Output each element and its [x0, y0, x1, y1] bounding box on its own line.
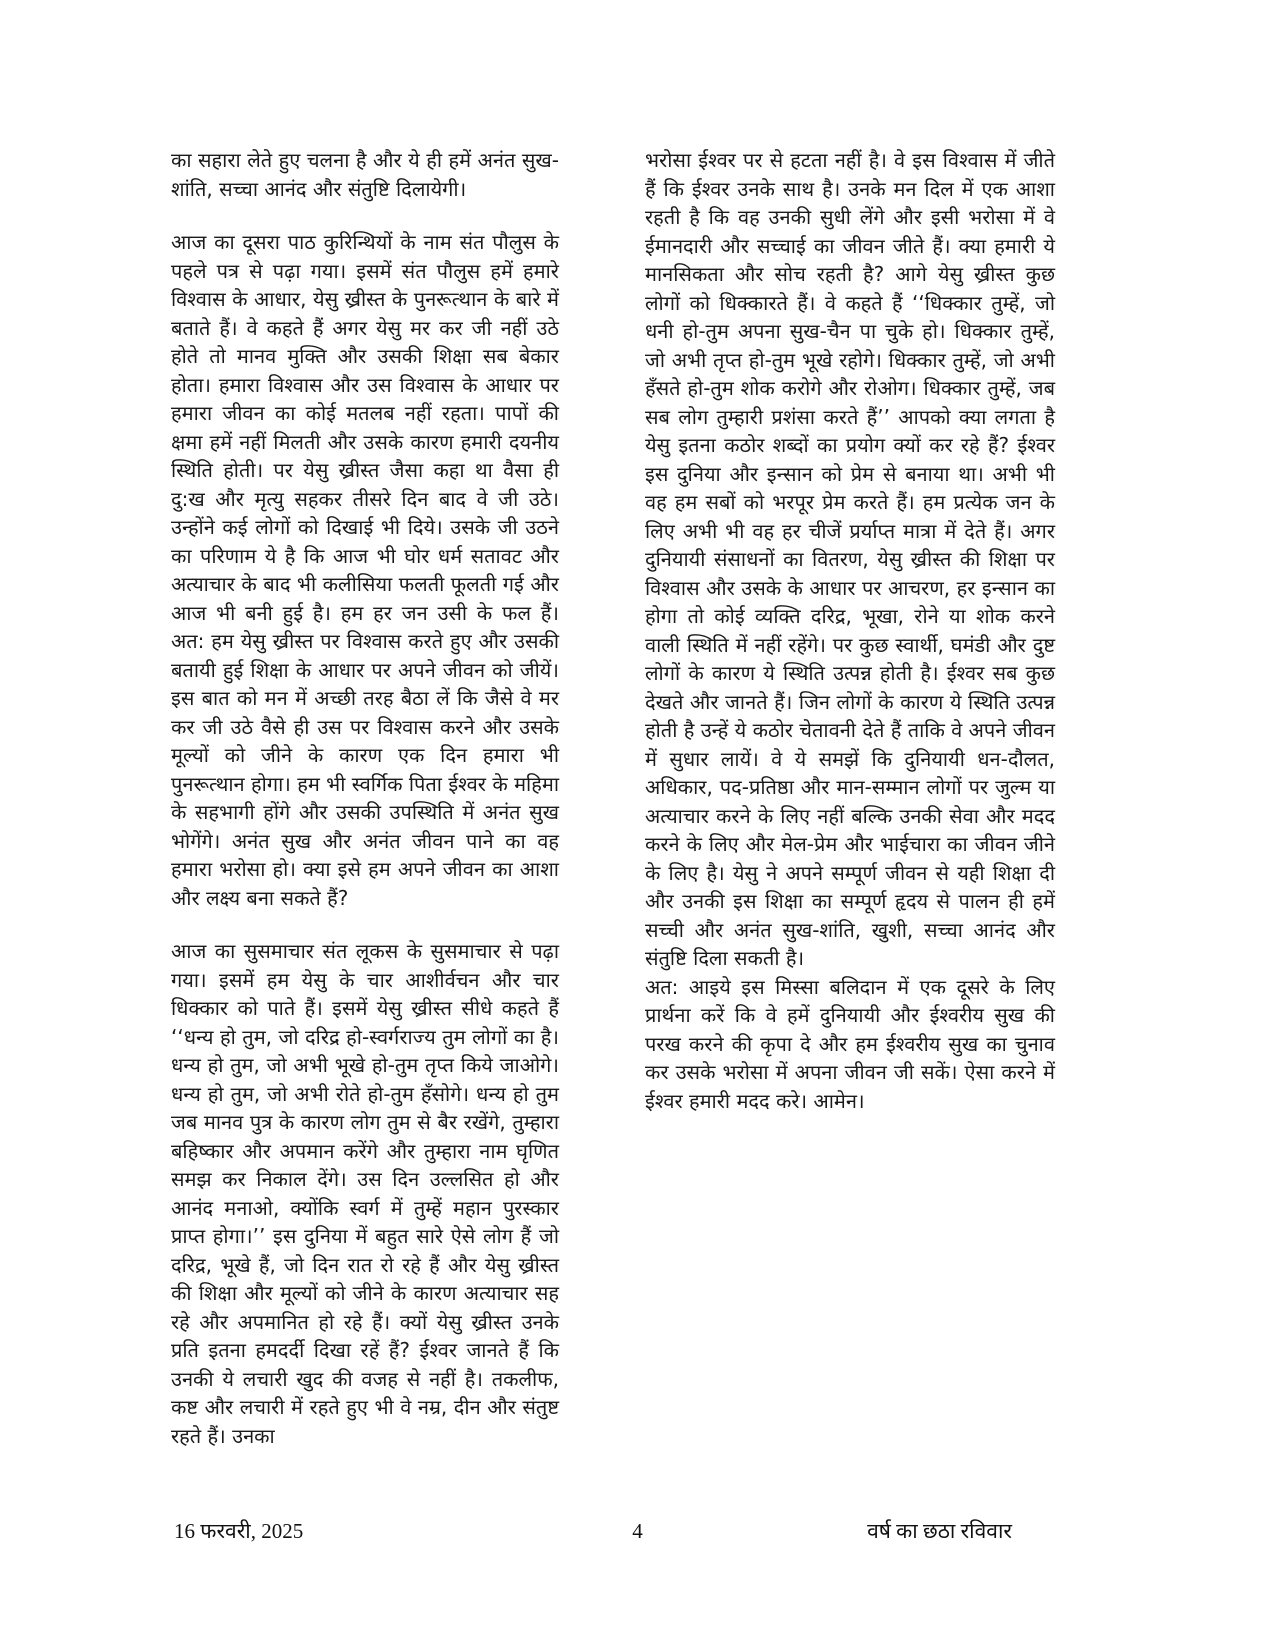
page-footer: [0, 1516, 1275, 1550]
footer-page-number: 4: [632, 1519, 643, 1543]
body-paragraph: आज का सुसमाचार संत लूकस के सुसमाचार से पढ़ा गया। इसमें हम येसु के चार आशीर्वचन और चार धिक्कार को पाते हैं। इसमें येसु ख्रीस्त सीधे कहते हैं ‘‘धन्य हो तुम, जो दरिद्र हो-स्वर्गराज्य तुम लोगों का है। धन्य हो तुम, जो अभी भूखे हो-तुम तृप्त किये जाओगे। धन्य हो तुम, जो अभी रोते हो-तुम हँसोगे। धन्य हो तुम जब मानव पुत्र के कारण लोग तुम से बैर रखेंगे, तुम्हारा बहिष्कार और अपमान करेंगे और तुम्हारा नाम घृणित समझ कर निकाल देंगे। उस दिन उल्लसित हो और आनंद मनाओ, क्योंकि स्वर्ग में तुम्हें महान पुरस्कार प्राप्त होगा।’’ इस दुनिया में बहुत सारे ऐसे लोग हैं जो दरिद्र, भूखे हैं, जो दिन रात रो रहे हैं और येसु ख्रीस्त की शिक्षा और मूल्यों को जीने के कारण अत्याचार सह रहे और अपमानित हो रहे हैं। क्यों येसु ख्रीस्त उनके प्रति इतना हमदर्दी दिखा रहें हैं? ईश्वर जानते हैं कि उनकी ये लचारी खुद की वजह से नहीं है। तकलीफ, कष्ट और लचारी में रहते हुए भी वे नम्र, दीन और संतुष्ट रहते हैं। उनका: [171, 939, 559, 1448]
body-paragraph: भरोसा ईश्वर पर से हटता नहीं है। वे इस विश्वास में जीते हैं कि ईश्वर उनके साथ है। उनके मन दिल में एक आशा रहती है कि वह उनकी सुधी लेंगे और इसी भरोसा में वे ईमानदारी और सच्चाई का जीवन जीते हैं। क्या हमारी ये मानसिकता और सोच रहती है? आगे येसु ख्रीस्त कुछ लोगों को धिक्कारते हैं। वे कहते हैं ‘‘धिक्कार तुम्हें, जो धनी हो-तुम अपना सुख-चैन पा चुके हो। धिक्कार तुम्हें, जो अभी तृप्त हो-तुम भूखे रहोगे। धिक्कार तुम्हें, जो अभी हँसते हो-तुम शोक करोगे और रोओग। धिक्कार तुम्हें, जब सब लोग तुम्हारी प्रशंसा करते हैं’’ आपको क्या लगता है येसु इतना कठोर शब्दों का प्रयोग क्यों कर रहे हैं? ईश्वर इस दुनिया और इन्सान को प्रेम से बनाया था। अभी भी वह हम सबों को भरपूर प्रेम करते हैं। हम प्रत्येक जन के लिए अभी भी वह हर चीजें प्रर्याप्त मात्रा में देते हैं। अगर दुनियायी संसाधनों का वितरण, येसु ख्रीस्त की शिक्षा पर विश्वास और उसके के आधार पर आचरण, हर इन्सान का होगा तो कोई व्यक्ति दरिद्र, भूखा, रोने या शोक करने वाली स्थिति में नहीं रहेंगे। पर कुछ स्वार्थी, घमंडी और दुष्ट लोगों के कारण ये स्थिति उत्पन्न होती है। ईश्वर सब कुछ देखते और जानते हैं। जिन लोगों के कारण ये स्थिति उत्पन्न होती है उन्हें ये कठोर चेतावनी देते हैं ताकि वे अपने जीवन में सुधार लायें। वे ये समझें कि दुनियायी धन-दौलत, अधिकार, पद-प्रतिष्ठा और मान-सम्मान लोगों पर जुल्म या अत्याचार करने के लिए नहीं बल्कि उनकी सेवा और मदद करने के लिए और मेल-प्रेम और भाईचारा का जीवन जीने के लिए है। येसु ने अपने सम्पूर्ण जीवन से यही शिक्षा दी और उनकी इस शिक्षा का सम्पूर्ण हृदय से पालन ही हमें सच्ची और अनंत सुख-शांति, खुशी, सच्चा आनंद और संतुष्टि दिला सकती है।: [645, 148, 1055, 970]
right-column: [645, 146, 1055, 1450]
body-paragraph: का सहारा लेते हुए चलना है और ये ही हमें अनंत सुख-शांति, सच्चा आनंद और संतुष्टि दिलायेगी।: [171, 148, 559, 201]
body-text: [171, 146, 1055, 1450]
footer-date: 16 फरवरी, 2025: [174, 1519, 304, 1543]
footer-title: वर्ष का छठा रविवार: [867, 1519, 1012, 1543]
body-paragraph: अत: आइये इस मिस्सा बलिदान में एक दूसरे के लिए प्रार्थना करें कि वे हमें दुनियायी और ईश्वरीय सुख की परख करने की कृपा दे और हम ईश्वरीय सुख का चुनाव कर उसके भरोसा में अपना जीवन जी सकें। ऐसा करने में ईश्वर हमारी मदद करे। आमेन।: [645, 974, 1055, 1113]
left-column: [171, 146, 559, 1450]
body-paragraph: आज का दूसरा पाठ कुरिन्थियों के नाम संत पौलुस के पहले पत्र से पढ़ा गया। इसमें संत पौलुस हमें हमारे विश्वास के आधार, येसु ख्रीस्त के पुनरूत्थान के बारे में बताते हैं। वे कहते हैं अगर येसु मर कर जी नहीं उठे होते तो मानव मुक्ति और उसकी शिक्षा सब बेकार होता। हमारा विश्वास और उस विश्वास के आधार पर हमारा जीवन का कोई मतलब नहीं रहता। पापों की क्षमा हमें नहीं मिलती और उसके कारण हमारी दयनीय स्थिति होती। पर येसु ख्रीस्त जैसा कहा था वैसा ही दु:ख और मृत्यु सहकर तीसरे दिन बाद वे जी उठे। उन्होंने कई लोगों को दिखाई भी दिये। उसके जी उठने का परिणाम ये है कि आज भी घोर धर्म सतावट और अत्याचार के बाद भी कलीसिया फलती फूलती गई और आज भी बनी हुई है। हम हर जन उसी के फल हैं। अत: हम येसु ख्रीस्त पर विश्वास करते हुए और उसकी बतायी हुई शिक्षा के आधार पर अपने जीवन को जीयें। इस बात को मन में अच्छी तरह बैठा लें कि जैसे वे मर कर जी उठे वैसे ही उस पर विश्वास करने और उसके मूल्यों को जीने के कारण एक दिन हमारा भी पुनरूत्थान होगा। हम भी स्वर्गिक पिता ईश्वर के महिमा के सहभागी होंगे और उसकी उपस्थिति में अनंत सुख भोगेंगे। अनंत सुख और अनंत जीवन पाने का वह हमारा भरोसा हो। क्या इसे हम अपने जीवन का आशा और लक्ष्य बना सकते हैं?: [171, 230, 559, 910]
